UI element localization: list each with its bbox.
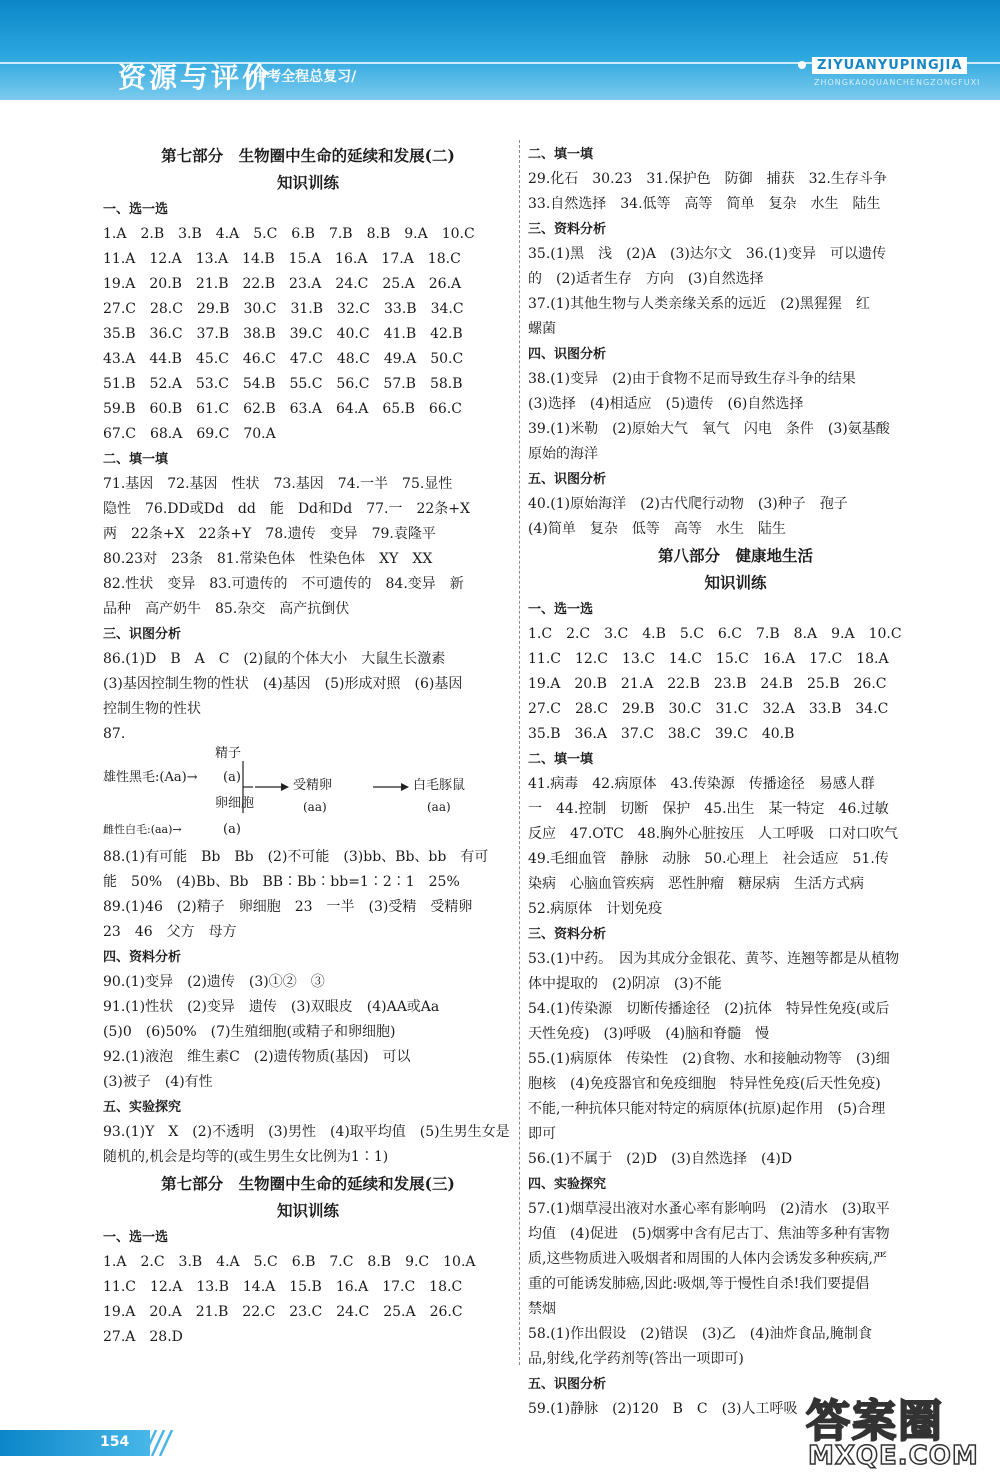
answer-line: 禁烟 <box>528 1301 556 1317</box>
subsection-heading: 五、实验探究 <box>103 1100 182 1115</box>
subsection-heading: 四、识图分析 <box>528 347 607 362</box>
answer-line: 40.(1)原始海洋 (2)古代爬行动物 (3)种子 孢子 <box>528 496 848 512</box>
answer-line: 均值 (4)促进 (5)烟雾中含有尼古丁、焦油等多种有害物 <box>528 1226 890 1242</box>
answer-line: 59.B 60.B 61.C 62.B 63.A 64.A 65.B 66.C <box>103 401 462 417</box>
answer-line: 41.病毒 42.病原体 43.传染源 传播途径 易感人群 <box>528 776 875 792</box>
brand-pinyin: ZIYUANYUPINGJIA <box>812 57 967 74</box>
answer-line: (5)0 (6)50% (7)生殖细胞(或精子和卵细胞) <box>103 1024 396 1040</box>
answer-line: 27.C 28.C 29.B 30.C 31.C 32.A 33.B 34.C <box>528 701 889 717</box>
answer-line: 的 (2)适者生存 方向 (3)自然选择 <box>528 271 764 287</box>
subsection-heading: 三、资料分析 <box>528 927 607 942</box>
answer-line: 体中提取的 (2)阴凉 (3)不能 <box>528 976 722 992</box>
answer-line: 隐性 76.DD或Dd dd 能 Dd和Dd 77.一 22条+X <box>103 501 470 517</box>
section-subtitle: 知识训练 <box>704 573 767 592</box>
watermark-title: 答案圈 <box>806 1396 944 1447</box>
answer-line: (3)基因控制生物的性状 (4)基因 (5)形成对照 (6)基因 <box>103 676 463 692</box>
subsection-heading: 二、填一填 <box>528 147 594 162</box>
egg-label: 卵细胞 <box>215 796 255 811</box>
answer-line: 能 50% (4)Bb、Bb BB∶Bb∶bb=1∶2∶1 25% <box>103 874 460 890</box>
answer-line: 56.(1)不属于 (2)D (3)自然选择 (4)D <box>528 1151 793 1167</box>
male-parent-label: 雄性黑毛:(Aa)→ <box>103 770 198 785</box>
page-number: 154 <box>100 1434 130 1450</box>
subsection-heading: 五、识图分析 <box>528 1377 607 1392</box>
brand-title: 资源与评价 <box>118 61 274 94</box>
answer-line: 86.(1)D B A C (2)鼠的个体大小 大鼠生长激素 <box>103 651 446 667</box>
answer-line: 螺菌 <box>528 321 556 337</box>
genetics-diagram <box>103 747 513 845</box>
subsection-heading: 一、选一选 <box>103 1230 169 1245</box>
answer-line: 19.A 20.B 21.B 22.B 23.A 24.C 25.A 26.A <box>103 276 462 292</box>
answer-line: 35.(1)黑 浅 (2)A (3)达尔文 36.(1)变异 可以遗传 <box>528 246 886 262</box>
offspring-genotype: (aa) <box>427 800 451 814</box>
answer-line: 58.(1)作出假设 (2)错误 (3)乙 (4)油炸食品,腌制食 <box>528 1326 873 1342</box>
answer-paragraph: 93.(1)Y X (2)不透明 (3)男性 (4)取平均值 (5)生男生女是随机的,机会是均等的(或生男生女比例为1∶1) <box>103 1124 510 1165</box>
answer-line: 35.B 36.A 37.C 38.C 39.C 40.B <box>528 726 795 742</box>
brand-subtitle: /中考全程总复习/ <box>248 69 357 85</box>
answer-line: 87. <box>103 726 126 742</box>
answer-line: 即可 <box>528 1126 556 1142</box>
subsection-heading: 五、识图分析 <box>528 472 607 487</box>
answer-line: 反应 47.OTC 48.胸外心脏按压 人工呼吸 口对口吹气 <box>528 826 899 842</box>
answer-line: 1.A 2.C 3.B 4.A 5.C 6.B 7.C 8.B 9.C 10.A <box>103 1254 476 1270</box>
answer-line: 重的可能诱发肺癌,因此:吸烟,等于慢性自杀!我们要提倡 <box>528 1276 870 1292</box>
section-subtitle: 知识训练 <box>276 1201 339 1220</box>
zygote-label: 受精卵 <box>293 778 333 793</box>
egg-genotype: (a) <box>223 822 241 837</box>
answer-line: 89.(1)46 (2)精子 卵细胞 23 一半 (3)受精 受精卵 <box>103 899 473 915</box>
answer-line: 54.(1)传染源 切断传播途径 (2)抗体 特异性免疫(或后 <box>528 1001 890 1017</box>
answer-line: 质,这些物质进入吸烟者和周围的人体内会诱发多种疾病,严 <box>528 1251 887 1267</box>
answer-line: 19.A 20.A 21.B 22.C 23.C 24.C 25.A 26.C <box>103 1304 463 1320</box>
answer-line: (3)选择 (4)相适应 (5)遗传 (6)自然选择 <box>528 396 804 412</box>
answer-line: 品,射线,化学药剂等(答出一项即可) <box>528 1351 744 1367</box>
answer-line: 原始的海洋 <box>528 446 598 462</box>
answer-line: (3)被子 (4)有性 <box>103 1074 213 1090</box>
answer-line: 11.A 12.A 13.A 14.B 15.A 16.A 17.A 18.C <box>103 251 461 267</box>
answer-line: 67.C 68.A 69.C 70.A <box>103 426 276 442</box>
answer-line: 27.C 28.C 29.B 30.C 31.B 32.C 33.B 34.C <box>103 301 464 317</box>
answer-line: 37.(1)其他生物与人类亲缘关系的远近 (2)黑猩猩 红 <box>528 296 870 312</box>
answer-line: 天性免疫) (3)呼吸 (4)脑和脊髓 慢 <box>528 1026 770 1042</box>
answer-line: 1.C 2.C 3.C 4.B 5.C 6.C 7.B 8.A 9.A 10.C <box>528 626 902 642</box>
section-title: 第七部分 生物圈中生命的延续和发展(二) <box>161 146 455 165</box>
answer-line: 71.基因 72.基因 性状 73.基因 74.一半 75.显性 <box>103 476 453 492</box>
answer-line: 53.(1)中药。 因为其成分金银花、黄芩、连翘等都是从植物 <box>528 951 900 967</box>
watermark-url: MXQE.COM <box>808 1441 979 1471</box>
subsection-heading: 四、实验探究 <box>528 1177 607 1192</box>
answer-line: 不能,一种抗体只能对特定的病原体(抗原)起作用 (5)合理 <box>528 1101 886 1117</box>
answer-line: 胞核 (4)免疫器官和免疫细胞 特异性免疫(后天性免疫) <box>528 1076 881 1092</box>
answer-line: 11.C 12.A 13.B 14.A 15.B 16.A 17.C 18.C <box>103 1279 463 1295</box>
bullet-icon <box>798 61 806 69</box>
left-column <box>103 142 513 1350</box>
answer-line: 88.(1)有可能 Bb Bb (2)不可能 (3)bb、Bb、bb 有可 <box>103 849 489 865</box>
answer-line: 35.B 36.C 37.B 38.B 39.C 40.C 41.B 42.B <box>103 326 463 342</box>
subsection-heading: 二、填一填 <box>528 752 594 767</box>
sperm-genotype: (a) <box>223 770 241 785</box>
sperm-label: 精子 <box>215 746 242 761</box>
answer-line: 38.(1)变异 (2)由于食物不足而导致生存斗争的结果 <box>528 371 856 387</box>
answer-line: 27.A 28.D <box>103 1329 183 1345</box>
footer-stripes <box>140 1430 180 1456</box>
answer-line: (4)简单 复杂 低等 高等 水生 陆生 <box>528 521 786 537</box>
answer-line: 57.(1)烟草浸出液对水蚤心率有影响吗 (2)清水 (3)取平 <box>528 1201 890 1217</box>
answer-line: 91.(1)性状 (2)变异 遗传 (3)双眼皮 (4)AA或Aa <box>103 999 440 1015</box>
answer-line: 染病 心脑血管疾病 恶性肿瘤 糖尿病 生活方式病 <box>528 876 864 892</box>
answer-line: 52.病原体 计划免疫 <box>528 901 663 917</box>
answer-line: 33.自然选择 34.低等 高等 简单 复杂 水生 陆生 <box>528 196 881 212</box>
right-column <box>528 142 943 1422</box>
brand-pinyin-sub: ZHONGKAOQUANCHENGZONGFUXI <box>814 78 981 87</box>
offspring-label: 白毛豚鼠 <box>413 778 466 793</box>
answer-line: 23 46 父方 母方 <box>103 924 237 940</box>
section-title: 第七部分 生物圈中生命的延续和发展(三) <box>161 1174 455 1193</box>
answer-line: 80.23对 23条 81.常染色体 性染色体 XY XX <box>103 551 433 567</box>
answer-line: 43.A 44.B 45.C 46.C 47.C 48.C 49.A 50.C <box>103 351 464 367</box>
answer-line: 82.性状 变异 83.可遗传的 不可遗传的 84.变异 新 <box>103 576 464 592</box>
answer-line: 控制生物的性状 <box>103 701 201 717</box>
answer-line: 51.B 52.A 53.C 54.B 55.C 56.C 57.B 58.B <box>103 376 463 392</box>
answer-line: 90.(1)变异 (2)遗传 (3)①② ③ <box>103 974 325 990</box>
section-subtitle: 知识训练 <box>276 173 339 192</box>
subsection-heading: 三、识图分析 <box>103 627 182 642</box>
answer-line: 两 22条+X 22条+Y 78.遗传 变异 79.袁隆平 <box>103 526 436 542</box>
watermark-logo <box>800 1385 990 1473</box>
subsection-heading: 一、选一选 <box>103 202 169 217</box>
answer-line: 92.(1)液泡 维生素C (2)遗传物质(基因) 可以 <box>103 1049 411 1065</box>
answer-line: 55.(1)病原体 传染性 (2)食物、水和接触动物等 (3)细 <box>528 1051 890 1067</box>
female-parent-label: 雌性白毛:(aa)→ <box>103 823 182 836</box>
page-header <box>0 0 1000 100</box>
answer-line: 29.化石 30.23 31.保护色 防御 捕获 32.生存斗争 <box>528 171 887 187</box>
answer-line: 19.A 20.B 21.A 22.B 23.B 24.B 25.B 26.C <box>528 676 887 692</box>
answer-line: 39.(1)米勒 (2)原始大气 氧气 闪电 条件 (3)氨基酸 <box>528 421 890 437</box>
subsection-heading: 四、资料分析 <box>103 950 182 965</box>
subsection-heading: 二、填一填 <box>103 452 169 467</box>
section-title: 第八部分 健康地生活 <box>657 546 813 565</box>
answer-line: 品种 高产奶牛 85.杂交 高产抗倒伏 <box>103 601 350 617</box>
answer-line: 11.C 12.C 13.C 14.C 15.C 16.A 17.C 18.A <box>528 651 889 667</box>
answer-line: 一 44.控制 切断 保护 45.出生 某一特定 46.过敏 <box>528 801 889 817</box>
zygote-genotype: (aa) <box>303 800 327 814</box>
answer-line: 59.(1)静脉 (2)120 B C (3)人工呼吸 <box>528 1401 798 1417</box>
subsection-heading: 三、资料分析 <box>528 222 607 237</box>
column-divider <box>519 140 520 1365</box>
subsection-heading: 一、选一选 <box>528 602 594 617</box>
answer-line: 49.毛细血管 静脉 动脉 50.心理上 社会适应 51.传 <box>528 851 889 867</box>
answer-line: 1.A 2.B 3.B 4.A 5.C 6.B 7.B 8.B 9.A 10.C <box>103 226 475 242</box>
